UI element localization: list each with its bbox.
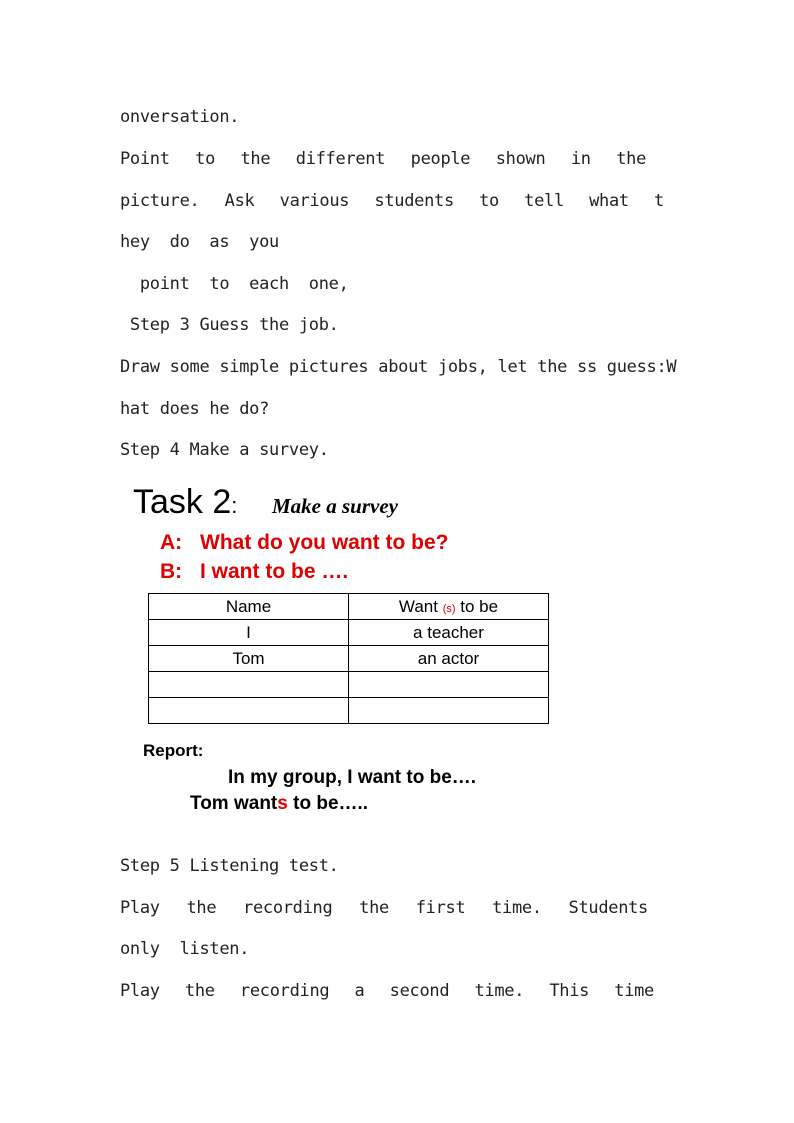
cell-name: Tom: [149, 646, 349, 672]
task-subtitle: Make a survey: [272, 494, 398, 518]
cell-want: a teacher: [349, 620, 549, 646]
header-name: Name: [149, 594, 349, 620]
cell-want: [349, 698, 549, 724]
text-line-8: hat does he do?: [120, 399, 270, 419]
text-line-6: Step 3 Guess the job.: [120, 315, 339, 335]
text-line-10: Step 5 Listening test.: [120, 856, 339, 876]
text-line-12: only listen.: [120, 939, 250, 959]
text-line-11: Play the recording the first time. Students: [120, 898, 648, 918]
text-line-13: Play the recording a second time. This time: [120, 981, 654, 1001]
text-line-4: hey do as you: [120, 232, 279, 252]
report-line-1: In my group, I want to be….: [228, 767, 477, 788]
dialogue-line-b: B: I want to be ….: [160, 560, 349, 583]
dialogue-line-a: A: What do you want to be?: [160, 531, 449, 554]
table-header-row: [149, 594, 549, 620]
text-line-2: Point to the different people shown in the: [120, 149, 646, 169]
report-line-2: Tom wants to be…..: [190, 793, 369, 814]
table-row: [149, 698, 549, 724]
header-want: Want (s) to be: [349, 594, 549, 620]
report-label: Report:: [143, 741, 204, 760]
task-title: Task 2:: [133, 483, 238, 521]
text-line-9: Step 4 Make a survey.: [120, 440, 329, 460]
cell-want: an actor: [349, 646, 549, 672]
cell-name: [149, 672, 349, 698]
table-row: [149, 672, 549, 698]
cell-name: I: [149, 620, 349, 646]
text-line-5: point to each one,: [120, 274, 349, 294]
table-row: [149, 646, 549, 672]
text-line-3: picture. Ask various students to tell what t: [120, 191, 664, 211]
cell-want: [349, 672, 549, 698]
text-line-1: onversation.: [120, 107, 240, 127]
survey-table: [148, 593, 549, 724]
cell-name: [149, 698, 349, 724]
text-line-7: Draw some simple pictures about jobs, let the ss guess:W: [120, 357, 677, 377]
table-row: [149, 620, 549, 646]
